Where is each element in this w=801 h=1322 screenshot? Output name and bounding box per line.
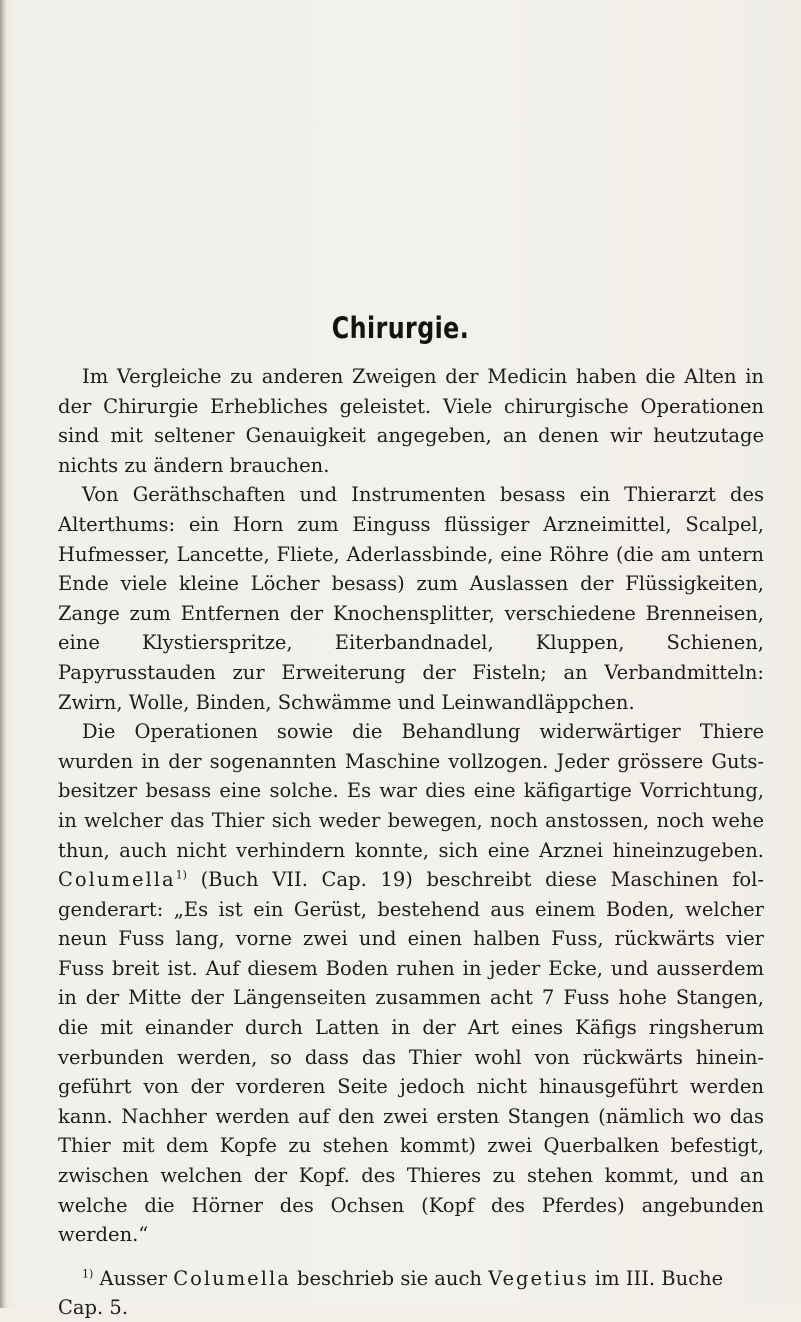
footnote-ref-marker: 1) xyxy=(175,868,187,882)
paragraph-3-text-a: Die Operationen sowie die Behandlung widerwärtiger Thiere wurden in der sogenannten Maschine vollzogen. Jeder grössere Guts-besitzer besass eine solche. Es war dies eine käfigartige Vorrichtung, in welcher das Thier sich weder bewegen, noch anstossen, noch wehe thun, auch nicht verhindern konnte, sich eine Arznei hineinzugeben. xyxy=(58,720,764,862)
footnote-line-1 xyxy=(58,1264,764,1293)
paragraph-2: Von Geräthschaften und Instrumenten besass ein Thierarzt des Alterthums: ein Horn zum Einguss flüssiger Arzneimittel, Scalpel, Hufmesser, Lancette, Fliete, Aderlassbinde, eine Röhre (die am untern Ende viele kleine Löcher besass) zum Auslassen der Flüssigkeiten, Zange zum Entfernen der Knochensplitter, verschiedene Brenneisen, eine Klystierspritze, Eiterbandnadel, Kluppen, Schienen, Papyrusstauden zur Erweiterung der Fisteln; an Verbandmitteln: Zwirn, Wolle, Binden, Schwämme und Leinwandläppchen. xyxy=(58,483,764,714)
paragraph-3 xyxy=(58,717,764,1250)
paragraph-1: Im Vergleiche zu anderen Zweigen der Medicin haben die Alten in der Chirurgie Erhebliches geleistet. Viele chirurgische Operationen sind mit seltener Genauigkeit angegeben, an denen wir heutzutage nichts zu ändern brauchen. xyxy=(58,365,764,477)
author-name-columella: Columella xyxy=(58,868,176,892)
paragraph-3-text-b: (Buch VII. Cap. 19) beschreibt diese Maschinen fol-genderart: „Es ist ein Gerüst, bestehend aus einem Boden, welcher neun Fuss lang, vorne zwei und einen halben Fuss, rückwärts vier Fuss breit ist. Auf diesem Boden ruhen in jeder Ecke, und ausserdem in der Mitte der Längenseiten zusammen acht 7 Fuss hohe Stangen, die mit einander durch Latten in der Art eines Käfigs ringsherum verbunden werden, so dass das Thier wohl von rückwärts hinein-geführt von der vorderen Seite jedoch nicht hinausgeführt werden kann. Nachher werden auf den zwei ersten Stangen (nämlich wo das Thier mit dem Kopfe zu stehen kommt) zwei Querbalken befestigt, zwischen welchen der Kopf. des Thieres zu stehen kommt, und an welche die Hörner des Ochsen (Kopf des Pferdes) angebunden werden.“ xyxy=(58,868,764,1247)
page-gutter-shadow xyxy=(0,0,6,1308)
footnote-text-b: beschrieb sie auch xyxy=(297,1267,482,1290)
footnote-author-columella: Columella xyxy=(173,1267,291,1290)
footnote-text-c: im III. Buche xyxy=(594,1267,724,1290)
footnote-text-a: Ausser xyxy=(99,1267,168,1290)
main-text xyxy=(58,362,764,1250)
footnote-line-2: Cap. 5. xyxy=(58,1296,129,1319)
footnote-author-vegetius: Vegetius xyxy=(488,1267,589,1290)
footnote xyxy=(58,1264,764,1322)
page-title: Chirurgie. xyxy=(331,311,470,345)
footnote-marker: 1) xyxy=(82,1267,94,1281)
